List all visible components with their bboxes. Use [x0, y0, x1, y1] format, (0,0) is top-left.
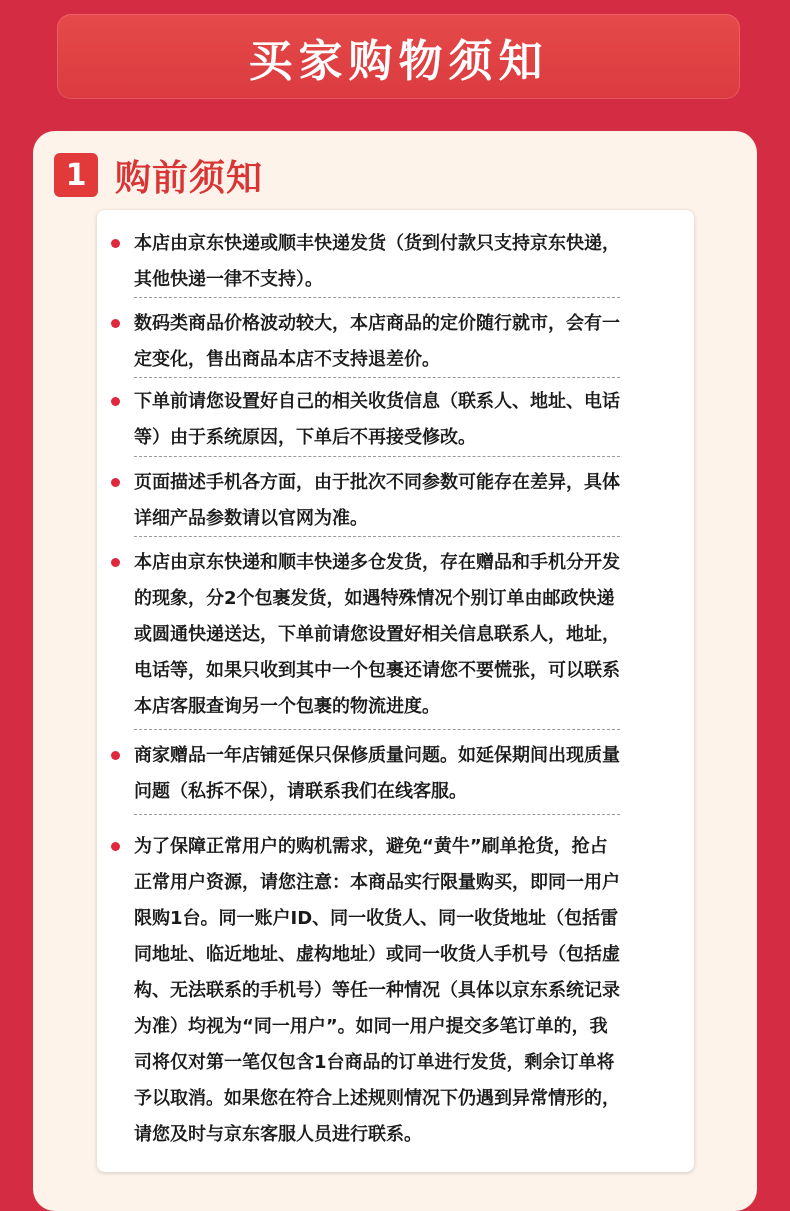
bullet-dot-icon [111, 239, 120, 248]
notice-panel [33, 131, 757, 1211]
section-title: 购前须知 [115, 157, 264, 199]
section-number-badge: 1 [54, 153, 98, 197]
dashed-divider [134, 377, 620, 378]
dashed-divider [134, 456, 620, 457]
notice-list-card [97, 210, 694, 1172]
bullet-dot-icon [111, 397, 120, 406]
notice-item-text: 下单前请您设置好自己的相关收货信息（联系人、地址、电话 等）由于系统原因，下单后不再接受修改。 [134, 391, 620, 448]
page-title: 买家购物须知 [248, 35, 549, 87]
section-header [54, 153, 263, 197]
notice-item-text: 为了保障正常用户的购机需求，避免“黄牛”刷单抢货，抢占 正常用户资源，请您注意：本商品实行限量购买，即同一用户 限购1台。同一账户ID、同一收货人、同一收货地址（包括雷 同地址、临近地址、虚构地址）或同一收货人手机号（包括虚 构、无法联系的手机号）等任一种情况（具体以京东系统记录 为准）均视为“同一用户”。如同一用户提交多笔订单的，我 司将仅对第一笔仅包含1台商品的订单进行发货，剩余订单将 予以取消。如果您在符合上述规则情况下仍遇到异常情形的， 请您及时与京东客服人员进行联系。 [134, 836, 620, 1145]
top-banner [57, 14, 740, 99]
bullet-dot-icon [111, 751, 120, 760]
dashed-divider [134, 297, 620, 298]
notice-item-text: 本店由京东快递或顺丰快递发货（货到付款只支持京东快递， 其他快递一律不支持）。 [134, 233, 620, 290]
dashed-divider [134, 729, 620, 730]
dashed-divider [134, 814, 620, 815]
bullet-dot-icon [111, 319, 120, 328]
notice-item-text: 页面描述手机各方面，由于批次不同参数可能存在差异，具体 详细产品参数请以官网为准。 [134, 472, 620, 529]
bullet-dot-icon [111, 478, 120, 487]
bullet-dot-icon [111, 558, 120, 567]
notice-item-text: 商家赠品一年店铺延保只保修质量问题。如延保期间出现质量 问题（私拆不保），请联系我们在线客服。 [134, 745, 620, 802]
dashed-divider [134, 536, 620, 537]
bullet-dot-icon [111, 842, 120, 851]
notice-item-text: 数码类商品价格波动较大，本店商品的定价随行就市，会有一 定变化，售出商品本店不支持退差价。 [134, 313, 620, 370]
notice-item-text: 本店由京东快递和顺丰快递多仓发货，存在赠品和手机分开发 的现象，分2个包裹发货，如遇特殊情况个别订单由邮政快递 或圆通快递送达，下单前请您设置好相关信息联系人，地址， 电话等，如果只收到其中一个包裹还请您不要慌张，可以联系 本店客服查询另一个包裹的物流进度。 [134, 552, 620, 717]
